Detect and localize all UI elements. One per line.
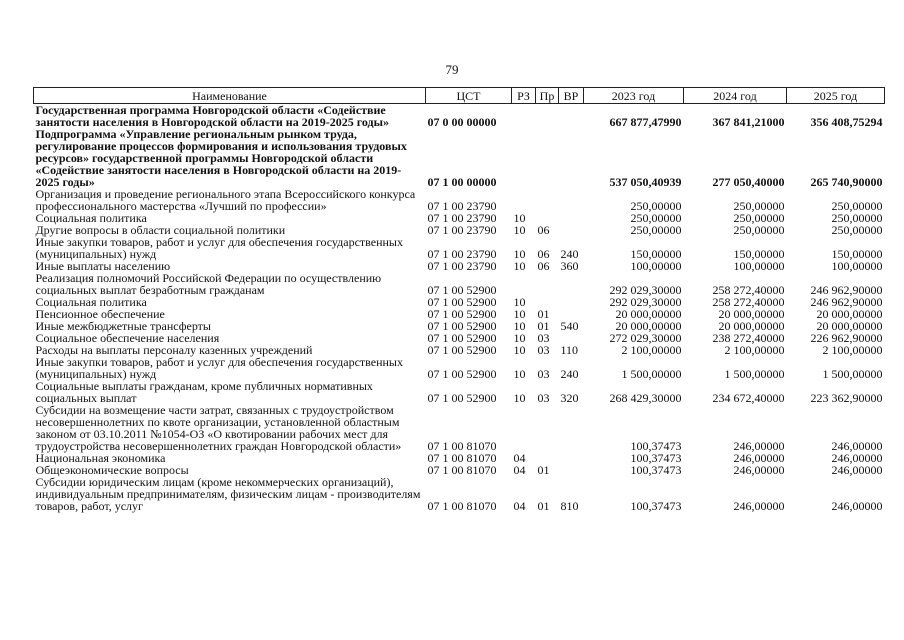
row-vr: 240 bbox=[560, 367, 579, 381]
row-rz bbox=[512, 404, 536, 452]
row-cst: 07 1 00 81070 bbox=[427, 451, 497, 465]
row-rz: 04 bbox=[513, 451, 526, 465]
row-vr: 810 bbox=[560, 499, 579, 513]
row-amount-2024: 20 000,00000 bbox=[718, 307, 785, 321]
row-amount-2025: 246,00000 bbox=[831, 451, 883, 465]
row-vr: 240 bbox=[560, 247, 579, 261]
row-amount-2023: 268 429,30000 bbox=[609, 391, 682, 405]
row-pr: 06 bbox=[537, 223, 550, 237]
row-pr: 01 bbox=[537, 499, 550, 513]
row-amount-2023: 272 029,30000 bbox=[609, 331, 682, 345]
row-rz: 10 bbox=[513, 391, 526, 405]
row-amount-2025: 20 000,00000 bbox=[816, 307, 883, 321]
row-pr: 03 bbox=[537, 391, 550, 405]
table-body bbox=[34, 104, 885, 513]
row-rz: 10 bbox=[513, 295, 526, 309]
row-amount-2023: 20 000,00000 bbox=[615, 319, 682, 333]
row-cst: 07 1 00 52900 bbox=[427, 295, 497, 309]
row-amount-2023: 292 029,30000 bbox=[609, 295, 682, 309]
row-pr: 01 bbox=[537, 463, 550, 477]
row-amount-2023: 100,37473 bbox=[630, 499, 682, 513]
row-pr bbox=[536, 404, 559, 452]
row-vr: 110 bbox=[560, 343, 579, 357]
row-name: Иные закупки товаров, работ и услуг для обеспечения государственных (муниципальных) нужд bbox=[35, 235, 403, 261]
table-row bbox=[34, 356, 885, 380]
row-name: Субсидии на возмещение части затрат, связанных с трудоустройством несовершеннолетних по квоте организации, установленной областным законом от 03.10.2011 №1054-ОЗ «О квотировании рабочих мест для трудоустройства несовершеннолетних граждан Новгородской области» bbox=[35, 403, 402, 453]
row-name: Государственная программа Новгородской области «Содействие занятости населения в Новгородской области на 2019-2025 годы» bbox=[35, 103, 389, 129]
row-amount-2025: 246,00000 bbox=[831, 439, 883, 453]
row-pr bbox=[536, 128, 559, 188]
row-name: Иные межбюджетные трансферты bbox=[35, 319, 211, 333]
row-amount-2025: 246 962,90000 bbox=[810, 283, 883, 297]
header-2024: 2024 год bbox=[684, 88, 787, 104]
table-row bbox=[34, 404, 885, 452]
header-2023: 2023 год bbox=[584, 88, 684, 104]
row-cst: 07 1 00 23790 bbox=[427, 199, 497, 213]
row-rz: 10 bbox=[513, 247, 526, 261]
row-rz: 10 bbox=[513, 307, 526, 321]
row-name: Другие вопросы в области социальной политики bbox=[35, 223, 286, 237]
row-rz: 10 bbox=[513, 367, 526, 381]
row-rz: 10 bbox=[513, 331, 526, 345]
row-name: Организация и проведение регионального этапа Всероссийского конкурса профессионального мастерства «Лучший по профессии» bbox=[35, 187, 416, 213]
row-amount-2024: 100,00000 bbox=[733, 259, 785, 273]
row-name: Иные выплаты населению bbox=[35, 259, 171, 273]
row-pr: 03 bbox=[537, 343, 550, 357]
row-cst: 07 1 00 23790 bbox=[427, 223, 497, 237]
row-amount-2024: 238 272,40000 bbox=[712, 331, 785, 345]
row-cst: 07 1 00 52900 bbox=[427, 367, 497, 381]
row-vr bbox=[559, 188, 584, 212]
page-number: 79 bbox=[445, 62, 459, 77]
row-amount-2024: 1 500,00000 bbox=[724, 367, 785, 381]
row-amount-2025: 246,00000 bbox=[831, 463, 883, 477]
row-amount-2025: 226 962,90000 bbox=[810, 331, 883, 345]
table-row bbox=[34, 380, 885, 404]
row-name: Национальная экономика bbox=[35, 451, 166, 465]
row-amount-2025: 150,00000 bbox=[831, 247, 883, 261]
table-row bbox=[34, 104, 885, 129]
row-name: Пенсионное обеспечение bbox=[35, 307, 165, 321]
row-amount-2025: 250,00000 bbox=[831, 223, 883, 237]
row-cst: 07 1 00 23790 bbox=[427, 211, 497, 225]
row-cst: 07 1 00 52900 bbox=[427, 343, 497, 357]
row-amount-2025: 20 000,00000 bbox=[816, 319, 883, 333]
row-amount-2023: 537 050,40939 bbox=[609, 175, 682, 189]
row-name: Социальная политика bbox=[35, 295, 147, 309]
row-rz bbox=[512, 272, 536, 296]
row-name: Реализация полномочий Российской Федерации по осуществлению социальных выплат безработным гражданам bbox=[35, 271, 382, 297]
row-amount-2023: 20 000,00000 bbox=[615, 307, 682, 321]
row-amount-2024: 246,00000 bbox=[733, 439, 785, 453]
row-amount-2024: 20 000,00000 bbox=[718, 319, 785, 333]
row-amount-2025: 356 408,75294 bbox=[810, 115, 883, 129]
row-pr: 03 bbox=[537, 331, 550, 345]
row-amount-2023: 2 100,00000 bbox=[621, 343, 682, 357]
row-name: Социальное обеспечение населения bbox=[35, 331, 220, 345]
row-cst: 07 0 00 00000 bbox=[427, 115, 497, 129]
row-amount-2025: 246 962,90000 bbox=[810, 295, 883, 309]
row-amount-2023: 667 877,47990 bbox=[609, 115, 682, 129]
row-name: Социальные выплаты гражданам, кроме публичных нормативных социальных выплат bbox=[35, 379, 373, 405]
row-vr: 360 bbox=[560, 259, 579, 273]
row-amount-2024: 277 050,40000 bbox=[712, 175, 785, 189]
row-amount-2024: 234 672,40000 bbox=[712, 391, 785, 405]
row-amount-2025: 250,00000 bbox=[831, 211, 883, 225]
row-rz: 10 bbox=[513, 343, 526, 357]
table-row bbox=[34, 476, 885, 512]
header-2025: 2025 год bbox=[787, 88, 885, 104]
row-pr: 01 bbox=[537, 319, 550, 333]
row-rz: 10 bbox=[513, 211, 526, 225]
row-rz: 04 bbox=[513, 499, 526, 513]
row-name: Субсидии юридическим лицам (кроме некоммерческих организаций), индивидуальным предпринимателям, физическим лицам - производителям товаров, работ, услуг bbox=[35, 475, 421, 513]
row-amount-2024: 2 100,00000 bbox=[724, 343, 785, 357]
row-name: Расходы на выплаты персоналу казенных учреждений bbox=[35, 343, 313, 357]
row-vr bbox=[559, 464, 584, 476]
row-name: Иные закупки товаров, работ и услуг для обеспечения государственных (муниципальных) нужд bbox=[35, 355, 403, 381]
row-amount-2023: 250,00000 bbox=[630, 211, 682, 225]
row-vr bbox=[559, 404, 584, 452]
table-header-row bbox=[34, 88, 885, 104]
row-vr bbox=[559, 296, 584, 308]
row-amount-2023: 100,37473 bbox=[630, 451, 682, 465]
row-rz: 10 bbox=[513, 223, 526, 237]
row-pr: 03 bbox=[537, 367, 550, 381]
row-amount-2024: 246,00000 bbox=[733, 451, 785, 465]
row-amount-2024: 250,00000 bbox=[733, 199, 785, 213]
row-pr bbox=[536, 188, 559, 212]
row-vr bbox=[559, 104, 584, 129]
row-vr bbox=[559, 452, 584, 464]
row-cst: 07 1 00 52900 bbox=[427, 319, 497, 333]
row-pr: 01 bbox=[537, 307, 550, 321]
budget-table bbox=[33, 87, 885, 512]
row-amount-2025: 223 362,90000 bbox=[810, 391, 883, 405]
header-pr: Пр bbox=[536, 88, 559, 104]
row-vr: 320 bbox=[560, 391, 579, 405]
row-rz: 04 bbox=[513, 463, 526, 477]
row-amount-2023: 100,37473 bbox=[630, 463, 682, 477]
row-amount-2025: 1 500,00000 bbox=[822, 367, 883, 381]
row-rz: 10 bbox=[513, 259, 526, 273]
header-cst: ЦСТ bbox=[426, 88, 512, 104]
row-name: Социальная политика bbox=[35, 211, 147, 225]
row-name: Подпрограмма «Управление региональным рынком труда, регулирование процессов формирования и использования трудовых ресурсов» государственной программы Новгородской области «Содействие занятости населения в Новгородской области на 2019-2025 годы» bbox=[35, 127, 407, 189]
row-rz: 10 bbox=[513, 319, 526, 333]
header-rz: РЗ bbox=[512, 88, 536, 104]
row-cst: 07 1 00 52900 bbox=[427, 391, 497, 405]
row-amount-2024: 258 272,40000 bbox=[712, 295, 785, 309]
row-amount-2025: 100,00000 bbox=[831, 259, 883, 273]
row-cst: 07 1 00 00000 bbox=[427, 175, 497, 189]
table-row bbox=[34, 188, 885, 212]
row-amount-2023: 250,00000 bbox=[630, 199, 682, 213]
row-cst: 07 1 00 52900 bbox=[427, 307, 497, 321]
row-cst: 07 1 00 81070 bbox=[427, 463, 497, 477]
row-amount-2024: 258 272,40000 bbox=[712, 283, 785, 297]
table-row bbox=[34, 236, 885, 260]
row-cst: 07 1 00 52900 bbox=[427, 331, 497, 345]
row-pr bbox=[536, 104, 559, 129]
row-pr bbox=[536, 272, 559, 296]
row-amount-2024: 246,00000 bbox=[733, 499, 785, 513]
row-amount-2024: 367 841,21000 bbox=[712, 115, 785, 129]
row-amount-2023: 100,37473 bbox=[630, 439, 682, 453]
table-row bbox=[34, 128, 885, 188]
row-vr bbox=[559, 212, 584, 224]
row-cst: 07 1 00 23790 bbox=[427, 259, 497, 273]
row-amount-2023: 150,00000 bbox=[630, 247, 682, 261]
row-name: Общеэкономические вопросы bbox=[35, 463, 189, 477]
row-amount-2024: 246,00000 bbox=[733, 463, 785, 477]
row-pr: 06 bbox=[537, 247, 550, 261]
row-amount-2023: 250,00000 bbox=[630, 223, 682, 237]
row-cst: 07 1 00 81070 bbox=[427, 499, 497, 513]
row-rz bbox=[512, 188, 536, 212]
row-vr: 540 bbox=[560, 319, 579, 333]
row-amount-2025: 2 100,00000 bbox=[822, 343, 883, 357]
row-amount-2025: 246,00000 bbox=[831, 499, 883, 513]
row-cst: 07 1 00 23790 bbox=[427, 247, 497, 261]
row-amount-2024: 250,00000 bbox=[733, 211, 785, 225]
row-amount-2023: 100,00000 bbox=[630, 259, 682, 273]
row-pr: 06 bbox=[537, 259, 550, 273]
row-amount-2025: 265 740,90000 bbox=[810, 175, 883, 189]
header-vr: ВР bbox=[559, 88, 584, 104]
row-rz bbox=[512, 128, 536, 188]
row-cst: 07 1 00 52900 bbox=[427, 283, 497, 297]
row-amount-2024: 150,00000 bbox=[733, 247, 785, 261]
table-row bbox=[34, 272, 885, 296]
row-amount-2024: 250,00000 bbox=[733, 223, 785, 237]
row-vr bbox=[559, 128, 584, 188]
row-amount-2025: 250,00000 bbox=[831, 199, 883, 213]
row-vr bbox=[559, 224, 584, 236]
row-vr bbox=[559, 272, 584, 296]
row-amount-2023: 1 500,00000 bbox=[621, 367, 682, 381]
row-rz bbox=[512, 104, 536, 129]
header-name: Наименование bbox=[34, 88, 426, 104]
row-cst: 07 1 00 81070 bbox=[427, 439, 497, 453]
row-amount-2023: 292 029,30000 bbox=[609, 283, 682, 297]
